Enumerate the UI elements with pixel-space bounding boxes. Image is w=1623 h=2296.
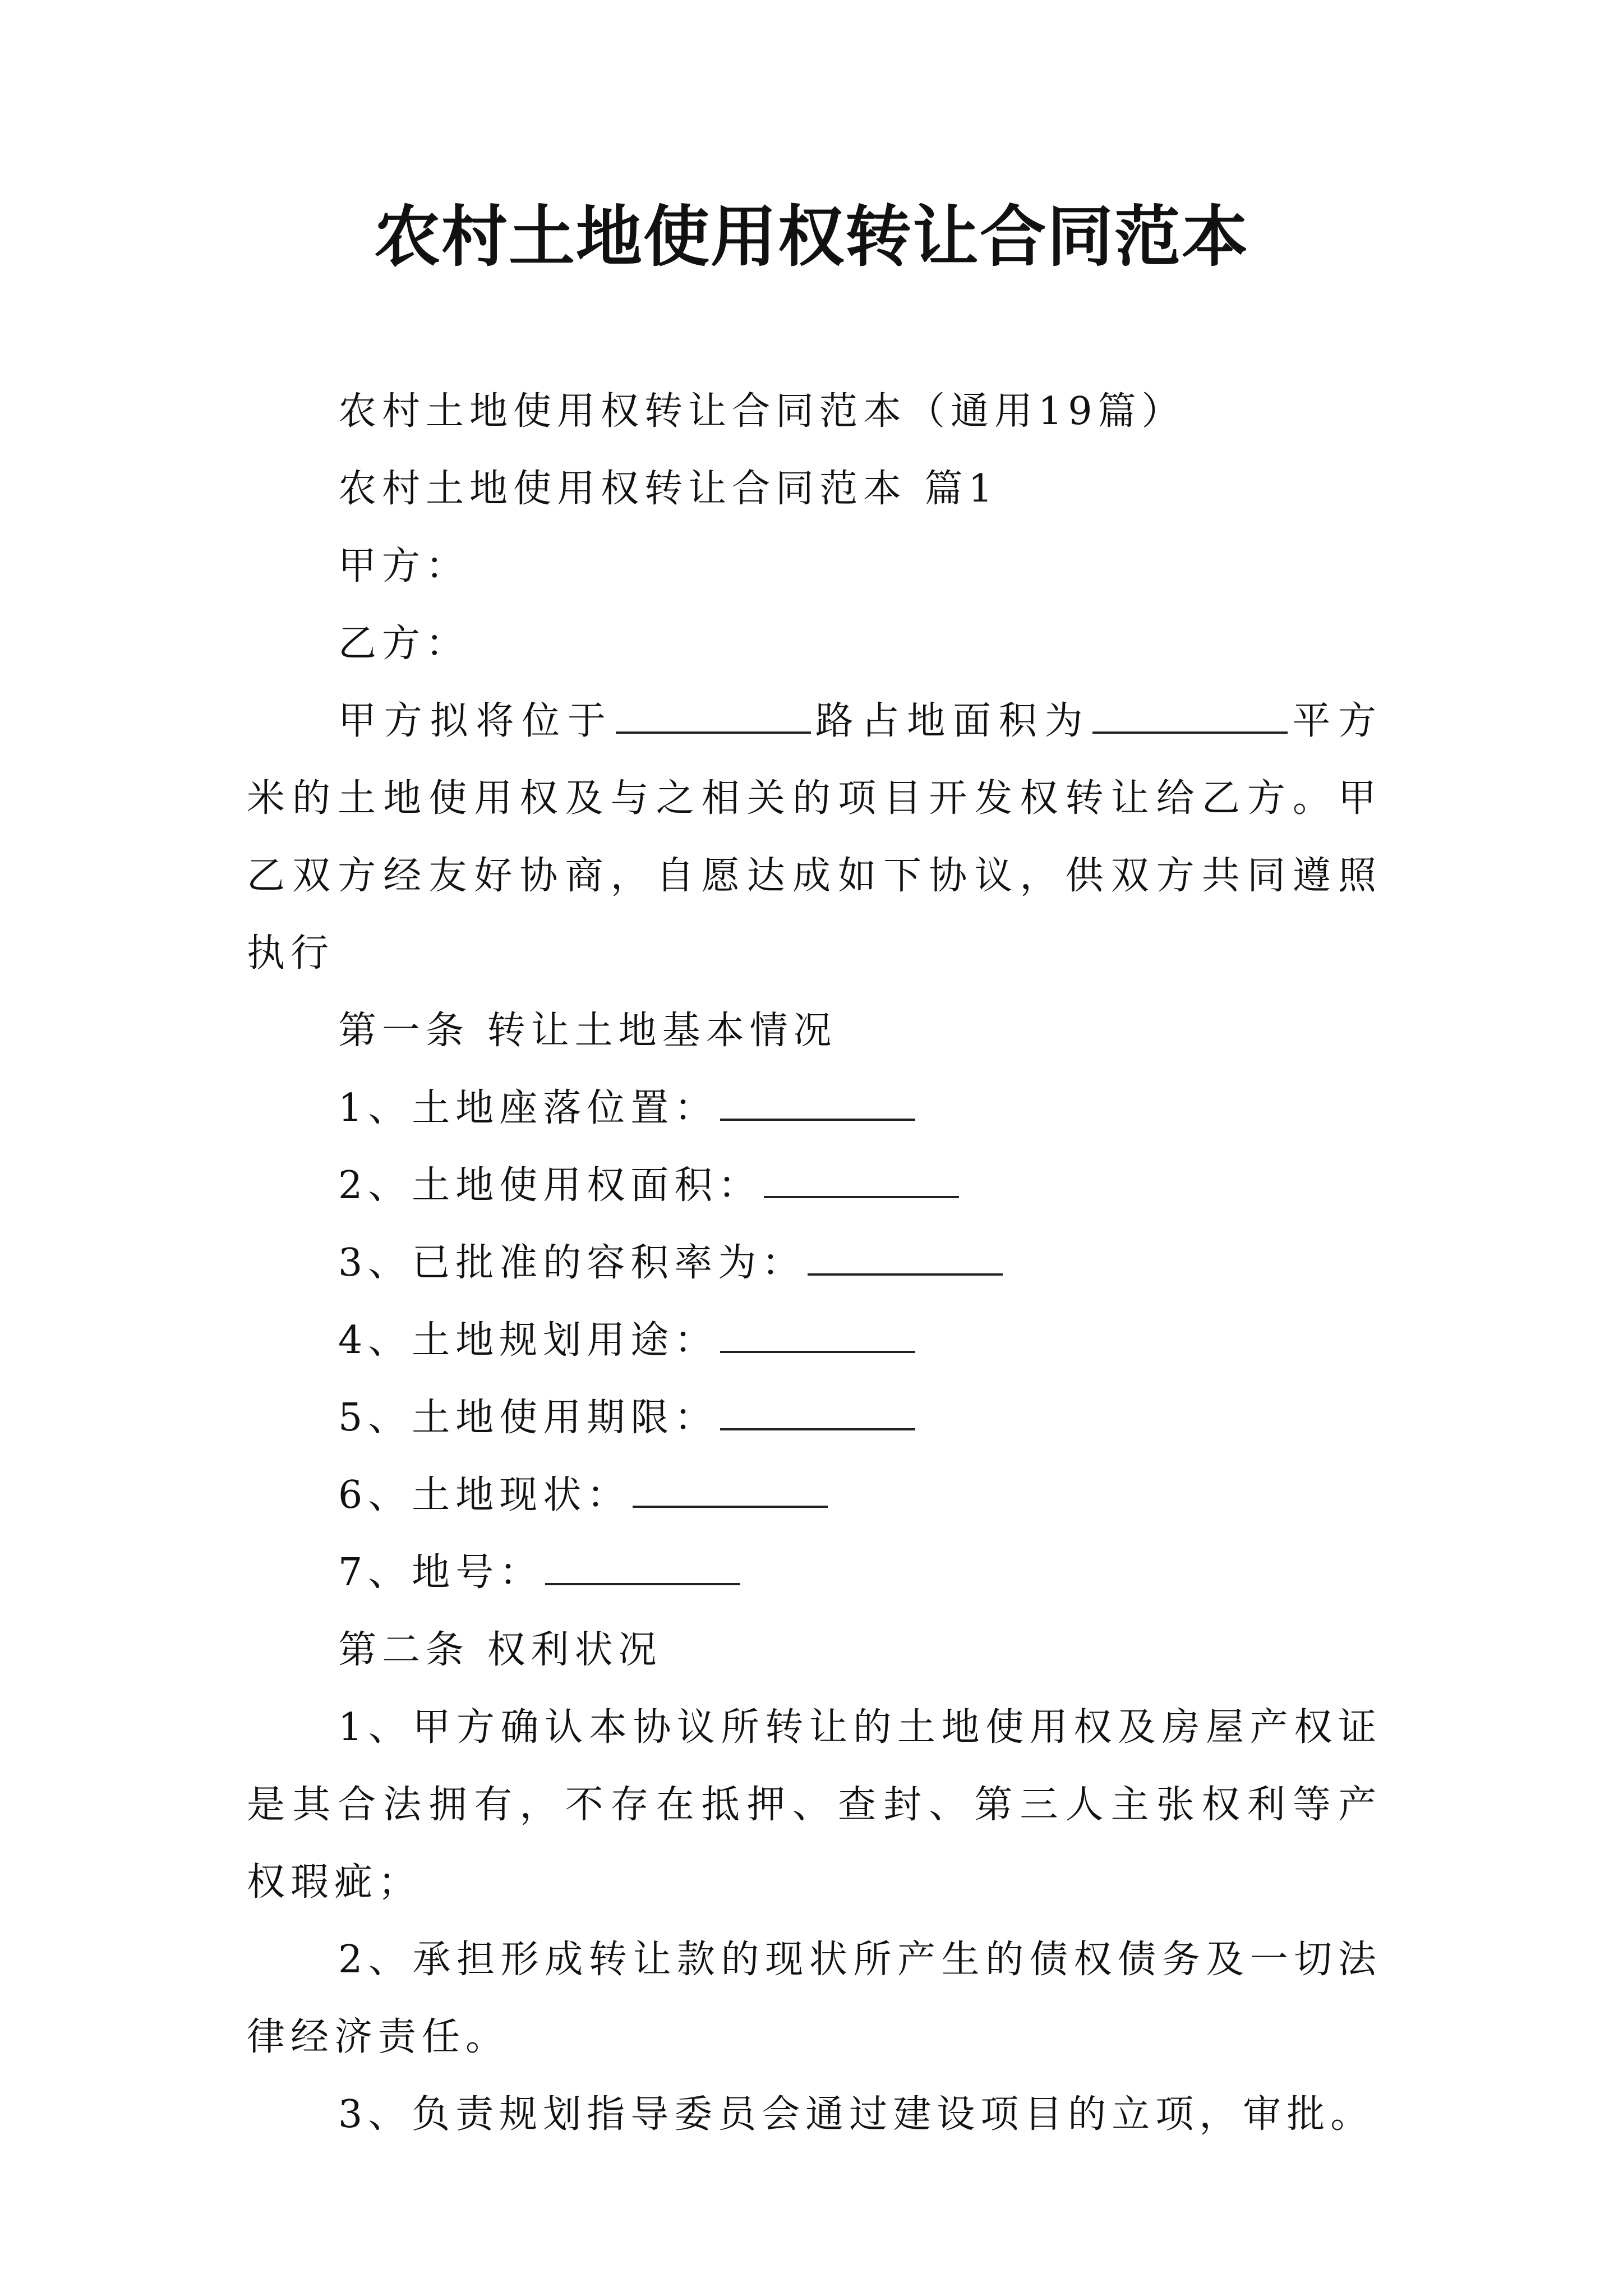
document-subtitle: 农村土地使用权转让合同范本（通用19篇） [338,389,1186,434]
party-b-line: 乙方： [338,622,470,666]
intro-text-1: 甲方拟将位于 [338,699,614,743]
area-blank [1092,698,1288,734]
fill-blank [545,1549,740,1585]
intro-text-3: 平方米的土地使用权及与之相关的项目开发权转让给乙方。甲乙双方经友好协商，自愿达成如下协议，供双方共同遵照执行 [247,699,1382,976]
article-2-title: 第二条 权利状况 [338,1628,662,1672]
article-1-item: 7、地号： [247,1534,1382,1612]
fill-blank [633,1472,828,1508]
section-heading: 农村土地使用权转让合同范本 篇1 [338,467,998,511]
document-body [247,373,1382,2154]
article-1-item: 4、土地规划用途： [247,1302,1382,1379]
article-1-item: 6、土地现状： [247,1457,1382,1534]
location-road-blank [616,698,811,734]
article-1-item: 3、已批准的容积率为： [247,1225,1382,1302]
fill-blank [720,1395,915,1430]
fill-blank [720,1317,915,1353]
fill-blank [764,1162,959,1198]
intro-text-2: 路占地面积为 [813,699,1091,743]
document-title: 农村土地使用权转让合同范本 [374,198,1249,275]
intro-paragraph [247,683,1382,992]
article-2-item: 3、负责规划指导委员会通过建设项目的立项，审批。 [338,2092,1375,2137]
article-1-item: 1、土地座落位置： [247,1070,1382,1147]
article-2-item: 2、承担形成转让款的现状所产生的债权债务及一切法律经济责任。 [247,1938,1382,2059]
article-2-item: 1、甲方确认本协议所转让的土地使用权及房屋产权证是其合法拥有，不存在抵押、查封、第三人主张权利等产权瑕疵； [247,1705,1382,1904]
fill-blank [720,1085,915,1121]
article-1-item: 2、土地使用权面积： [247,1147,1382,1225]
article-1-item: 5、土地使用期限： [247,1379,1382,1457]
party-a-line: 甲方： [338,544,470,588]
fill-blank [808,1240,1003,1276]
article-1-title: 第一条 转让土地基本情况 [338,1009,837,1053]
